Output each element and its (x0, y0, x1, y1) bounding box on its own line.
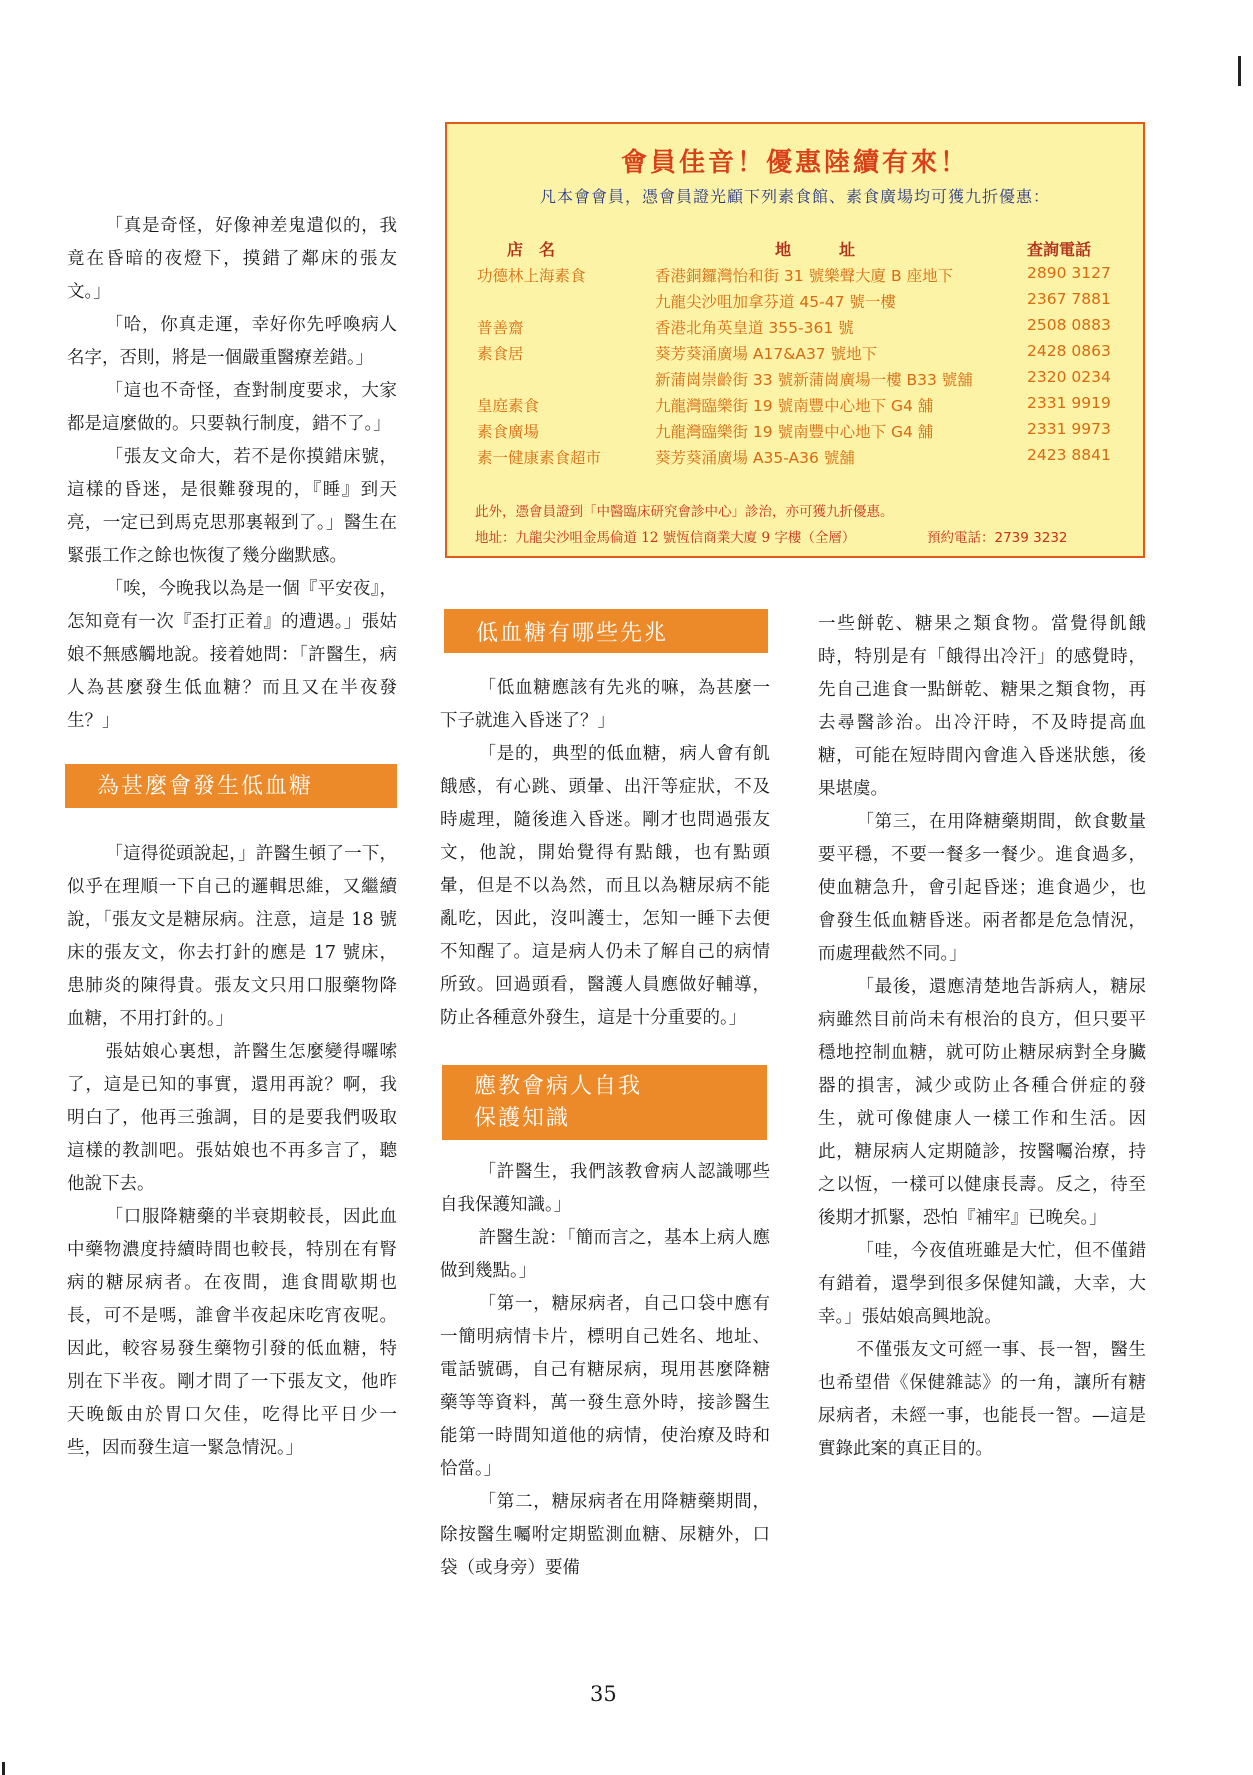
paragraph: 「張友文命大，若不是你摸錯床號，這樣的昏迷，是很難發現的，『睡』到天亮，一定已到馬克思那裏報到了。」醫生在緊張工作之餘也恢復了幾分幽默感。 (67, 447, 397, 566)
shop-address: 九龍灣臨樂街 19 號南豐中心地下 G4 舖 (655, 423, 934, 441)
shop-address: 九龍灣臨樂街 19 號南豐中心地下 G4 舖 (655, 397, 934, 415)
paragraph: 「最後，還應清楚地告訴病人，糖尿病雖然目前尚未有根治的良方，但只要平穩地控制血糖，就可防止糖尿病對全身臟器的損害，減少或防止各種合併症的發生，就可像健康人一樣工作和生活。因此，糖尿病人定期隨診，按醫囑治療，持之以恆，一樣可以健康長壽。反之，待至後期才抓緊，恐怕『補牢』已晚矣。」 (818, 977, 1146, 1228)
paragraph: 「第三，在用降糖藥期間，飲食數量要平穩，不要一餐多一餐少。進食過多，使血糖急升，會引起昏迷；進食過少，也會發生低血糖昏迷。兩者都是危急情況，而處理截然不同。」 (818, 812, 1146, 964)
paragraph: 「口服降糖藥的半衰期較長，因此血中藥物濃度持續時間也較長，特別在有腎病的糖尿病者。在夜間，進食間歇期也長，可不是嗎，誰會半夜起床吃宵夜呢。因此，較容易發生藥物引發的低血糖，特別在下半夜。剛才問了一下張友文，他昨天晚飯由於胃口欠佳，吃得比平日少一些，因而發生這一緊急情況。」 (67, 1207, 397, 1458)
right-column (818, 608, 1146, 1466)
member-offer-box (445, 122, 1145, 558)
shop-name: 素食居 (477, 345, 524, 363)
shop-address: 香港銅鑼灣怡和街 31 號樂聲大廈 B 座地下 (655, 267, 954, 285)
table-row (447, 420, 1143, 446)
paragraph: 「哇，今夜值班雖是大忙，但不僅錯有錯着，還學到很多保健知識，大幸，大幸。」張姑娘高興地說。 (818, 1241, 1146, 1327)
left-column (67, 210, 397, 1465)
shop-name: 皇庭素食 (477, 397, 540, 415)
paragraph: 「是的，典型的低血糖，病人會有飢餓感，有心跳、頭暈、出汗等症狀，不及時處理，隨後進入昏迷。剛才也問過張友文，他說，開始覺得有點餓，也有點頭暈，但是不以為然，而且以為糖尿病不能亂吃，因此，沒叫護士，怎知一睡下去便不知醒了。這是病人仍未了解自己的病情所致。回過頭看，醫護人員應做好輔導，防止各種意外發生，這是十分重要的。」 (440, 744, 770, 1028)
table-row (447, 342, 1143, 368)
column-header-name: 店 名 (507, 240, 556, 259)
table-row (447, 394, 1143, 420)
section-heading-warning-signs: 低血糖有哪些先兆 (444, 609, 768, 653)
shop-phone: 2428 0863 (1027, 342, 1111, 360)
heading-line: 保護知識 (474, 1105, 571, 1131)
shop-address: 葵芳葵涌廣場 A35-A36 號舖 (655, 449, 855, 467)
table-row (447, 316, 1143, 342)
paragraph: 「這得從頭說起，」許醫生頓了一下，似乎在理順一下自己的邏輯思維，又繼續說，「張友文是糖尿病。注意，這是 18 號床的張友文，你去打針的應是 17 號床，患肺炎的陳得貴。張友文只用口服藥物降血糖，不用打針的。」 (67, 844, 397, 1029)
paragraph: 「哈，你真走運，幸好你先呼喚病人名字，否則，將是一個嚴重醫療差錯。」 (67, 315, 397, 368)
paragraph: 許醫生說：「簡而言之，基本上病人應做到幾點。」 (440, 1228, 770, 1281)
paragraph: 「真是奇怪，好像神差鬼遣似的，我竟在昏暗的夜燈下，摸錯了鄰床的張友文。」 (67, 216, 397, 302)
paragraph: 「第一，糖尿病者，自己口袋中應有一簡明病情卡片，標明自己姓名、地址、電話號碼，自己有糖尿病，現用甚麼降糖藥等等資料，萬一發生意外時，接診醫生能第一時間知道他的病情，使治療及時和恰當。」 (440, 1294, 770, 1479)
column-header-address: 地 址 (775, 240, 856, 259)
shop-name: 普善齋 (477, 319, 524, 337)
shop-phone: 2508 0883 (1027, 316, 1111, 334)
column-header-phone: 查詢電話 (1027, 240, 1092, 259)
corner-mark (1238, 56, 1241, 86)
shop-name: 素食廣場 (477, 423, 540, 441)
shop-address: 葵芳葵涌廣場 A17&A37 號地下 (655, 345, 878, 363)
table-row (447, 290, 1143, 316)
shop-address: 新蒲崗崇齡街 33 號新蒲崗廣場一樓 B33 號舖 (655, 371, 973, 389)
shop-address: 香港北角英皇道 355-361 號 (655, 319, 854, 337)
offer-title: 會員佳音！優惠陸續有來！ (620, 148, 969, 178)
paragraph: 「許醫生，我們該教會病人認識哪些自我保護知識。」 (440, 1162, 770, 1215)
section-heading-why-hypoglycemia: 為甚麼會發生低血糖 (65, 764, 397, 808)
page-number: 35 (590, 1682, 617, 1706)
paragraph: 「唉，今晚我以為是一個『平安夜』，怎知竟有一次『歪打正着』的遭遇。」張姑娘不無感觸地說。接着她問：「許醫生，病人為甚麼發生低血糖？而且又在半夜發生？」 (67, 579, 397, 731)
shop-name: 素一健康素食超市 (477, 449, 602, 467)
shop-phone: 2331 9919 (1027, 394, 1111, 412)
shop-address: 九龍尖沙咀加拿芬道 45-47 號一樓 (655, 293, 896, 311)
paragraph: 「第二，糖尿病者在用降糖藥期間，除按醫生囑咐定期監測血糖、尿糖外，口袋（或身旁）要備 (440, 1492, 770, 1578)
section-heading-self-protection (442, 1065, 767, 1140)
table-row (447, 264, 1143, 290)
shop-phone: 2331 9973 (1027, 420, 1111, 438)
clinic-address: 地址：九龍尖沙咀金馬倫道 12 號恆信商業大廈 9 字樓（全層） (475, 530, 856, 546)
corner-mark (2, 1762, 5, 1775)
offer-subtitle: 凡本會會員，憑會員證光顧下列素食館、素食廣場均可獲九折優惠： (539, 187, 1050, 206)
paragraph: 「這也不奇怪，查對制度要求，大家都是這麼做的。只要執行制度，錯不了。」 (67, 381, 397, 434)
table-row (447, 368, 1143, 394)
middle-column (440, 672, 770, 1585)
clinic-phone: 預約電話：2739 3232 (927, 530, 1068, 546)
shop-phone: 2320 0234 (1027, 368, 1111, 386)
paragraph: 「低血糖應該有先兆的嘛，為甚麼一下子就進入昏迷了？」 (440, 678, 770, 731)
table-row (447, 446, 1143, 472)
offer-note: 此外，憑會員證到「中醫臨床研究會診中心」診治，亦可獲九折優惠。 (475, 504, 894, 520)
paragraph: 一些餅乾、糖果之類食物。當覺得飢餓時，特別是有「餓得出冷汗」的感覺時，先自己進食一點餅乾、糖果之類食物，再去尋醫診治。出冷汗時，不及時提高血糖，可能在短時間內會進入昏迷狀態，後果堪虞。 (818, 614, 1146, 799)
shop-name: 功德林上海素食 (477, 267, 586, 285)
paragraph: 不僅張友文可經一事、長一智，醫生也希望借《保健雜誌》的一角，讓所有糖尿病者，未經一事，也能長一智。—這是實錄此案的真正目的。 (818, 1340, 1146, 1459)
shop-phone: 2890 3127 (1027, 264, 1111, 282)
shop-phone: 2423 8841 (1027, 446, 1111, 464)
paragraph: 張姑娘心裏想，許醫生怎麼變得囉嗦了，這是已知的事實，還用再說？啊，我明白了，他再三強調，目的是要我們吸取這樣的教訓吧。張姑娘也不再多言了，聽他說下去。 (67, 1042, 397, 1194)
heading-line: 應教會病人自我 (474, 1073, 643, 1099)
shop-phone: 2367 7881 (1027, 290, 1111, 308)
